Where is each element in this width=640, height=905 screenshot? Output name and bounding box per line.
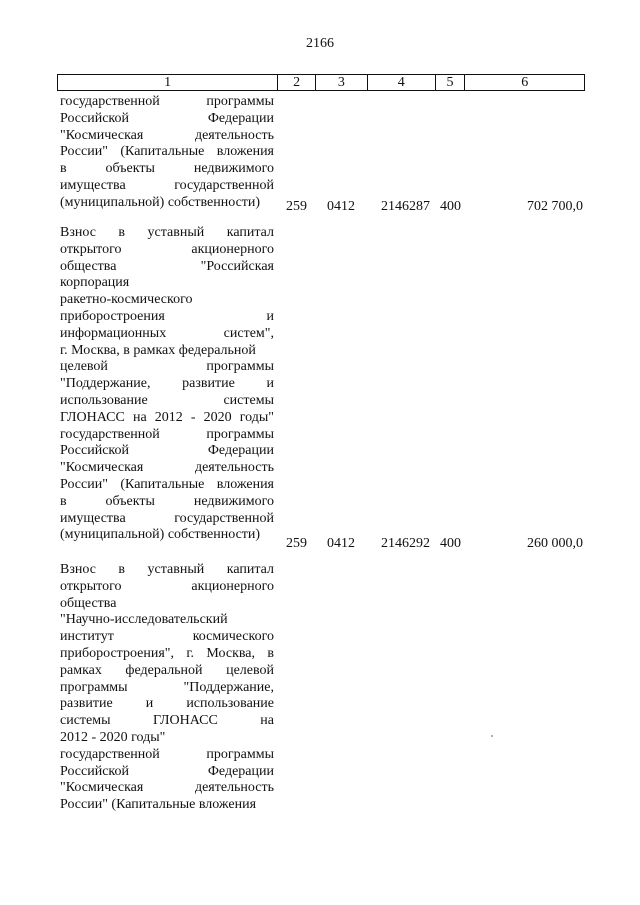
description-line: государственной программы bbox=[60, 746, 274, 762]
description-line: Российской Федерации bbox=[60, 763, 274, 779]
description-line: России" (Капитальные вложения bbox=[60, 797, 257, 813]
description-line: "Космическая деятельность bbox=[60, 127, 274, 143]
description-line: государственной программы bbox=[60, 94, 274, 109]
row-2-col-4: 2146292 bbox=[381, 536, 430, 551]
description-line: целевой программы bbox=[60, 359, 274, 375]
description-line: (муниципальной) собственности) bbox=[60, 527, 261, 543]
description-line: (муниципальной) собственности) bbox=[60, 194, 261, 210]
description-line: России" (Капитальные вложения bbox=[60, 476, 274, 492]
description-line: приборостроения и bbox=[60, 308, 274, 324]
description-line: имущества государственной bbox=[60, 510, 274, 526]
description-line: общества "Российская bbox=[60, 258, 274, 274]
description-line: открытого акционерного bbox=[60, 578, 274, 594]
description-line: в объекты недвижимого bbox=[60, 161, 274, 177]
row-3-description bbox=[60, 562, 274, 814]
description-line: рамках федеральной целевой bbox=[60, 662, 274, 678]
description-line: "Научно-исследовательский bbox=[60, 612, 228, 628]
row-1-description bbox=[60, 94, 274, 212]
description-line: программы "Поддержание, bbox=[60, 679, 274, 695]
description-line: общества bbox=[60, 595, 117, 611]
header-col-5: 5 bbox=[436, 75, 466, 90]
scan-speck bbox=[491, 735, 493, 737]
description-line: 2012 - 2020 годы" bbox=[60, 729, 166, 745]
description-line: системы ГЛОНАСС на bbox=[60, 713, 274, 729]
row-2-description bbox=[60, 225, 274, 544]
row-1-col-6: 702 700,0 bbox=[527, 199, 583, 214]
header-col-6: 6 bbox=[521, 75, 529, 90]
row-2-col-3: 0412 bbox=[327, 536, 355, 551]
row-2-col-6: 260 000,0 bbox=[527, 536, 583, 551]
description-line: приборостроения", г. Москва, в bbox=[60, 645, 274, 661]
page-number: 2166 bbox=[306, 36, 334, 51]
description-line: "Космическая деятельность bbox=[60, 780, 274, 796]
header-col-2: 2 bbox=[278, 75, 316, 90]
description-line: "Поддержание, развитие и bbox=[60, 376, 274, 392]
row-1-col-5: 400 bbox=[440, 199, 461, 214]
description-line: ракетно-космического bbox=[60, 292, 193, 308]
description-line: Российской Федерации bbox=[60, 443, 274, 459]
description-line: в объекты недвижимого bbox=[60, 493, 274, 509]
description-line: Взнос в уставный капитал bbox=[60, 225, 274, 240]
description-line: открытого акционерного bbox=[60, 241, 274, 257]
description-line: России" (Капитальные вложения bbox=[60, 144, 274, 160]
description-line: имущества государственной bbox=[60, 177, 274, 193]
header-col-3: 3 bbox=[316, 75, 368, 90]
description-line: государственной программы bbox=[60, 426, 274, 442]
row-1-col-2: 259 bbox=[286, 199, 307, 214]
description-line: Взнос в уставный капитал bbox=[60, 562, 274, 577]
description-line: корпорация bbox=[60, 275, 130, 291]
description-line: г. Москва, в рамках федеральной bbox=[60, 342, 256, 358]
description-line: информационных систем", bbox=[60, 325, 274, 341]
row-2-col-2: 259 bbox=[286, 536, 307, 551]
header-col-4: 4 bbox=[368, 75, 436, 90]
table-header-row bbox=[57, 74, 585, 91]
header-col-1: 1 bbox=[58, 75, 278, 90]
row-2-col-5: 400 bbox=[440, 536, 461, 551]
row-1-col-4: 2146287 bbox=[381, 199, 430, 214]
description-line: ГЛОНАСС на 2012 - 2020 годы" bbox=[60, 409, 274, 425]
description-line: институт космического bbox=[60, 629, 274, 645]
description-line: использование системы bbox=[60, 392, 274, 408]
description-line: развитие и использование bbox=[60, 696, 274, 712]
description-line: "Космическая деятельность bbox=[60, 460, 274, 476]
description-line: Российской Федерации bbox=[60, 110, 274, 126]
row-1-col-3: 0412 bbox=[327, 199, 355, 214]
